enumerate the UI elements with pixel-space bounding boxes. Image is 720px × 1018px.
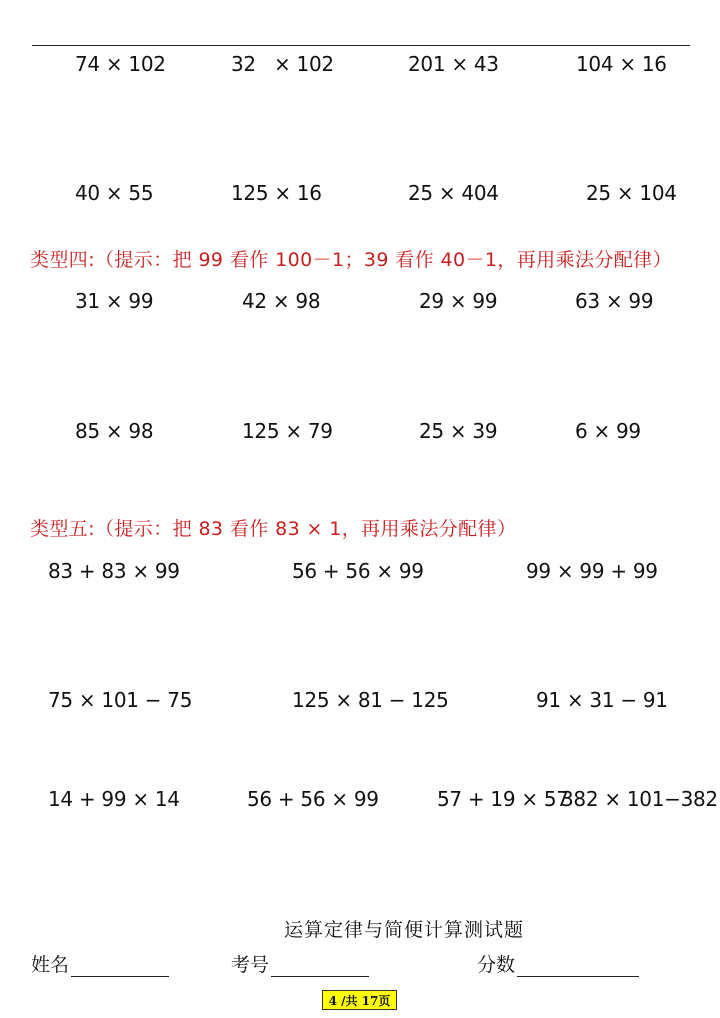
name-field (31, 950, 169, 977)
problem-5-3-4: 382 × 101−382 (561, 787, 718, 811)
id-field (231, 950, 369, 977)
problem-5-2-1: 75 × 101 − 75 (48, 688, 193, 712)
problem-a2-1: 40 × 55 (75, 181, 154, 205)
problem-4-2-2: 125 × 79 (242, 419, 333, 443)
problem-4-2-3: 25 × 39 (419, 419, 498, 443)
problem-5-2-2: 125 × 81 − 125 (292, 688, 449, 712)
problem-4-1-3: 29 × 99 (419, 289, 498, 313)
id-label: 考号 (231, 954, 270, 976)
score-blank[interactable] (517, 954, 639, 977)
name-blank[interactable] (71, 954, 169, 977)
problem-a1-3: 201 × 43 (408, 52, 499, 76)
problem-a1-1: 74 × 102 (75, 52, 166, 76)
top-divider (32, 45, 690, 46)
problem-5-3-3: 57 + 19 × 57 (437, 787, 569, 811)
problem-4-1-2: 42 × 98 (242, 289, 321, 313)
problem-5-1-1: 83 + 83 × 99 (48, 559, 180, 583)
test-title: 运算定律与简便计算测试题 (284, 919, 525, 941)
section-5-heading: 类型五:（提示：把 83 看作 83 × 1，再用乘法分配律） (30, 518, 517, 540)
problem-4-2-4: 6 × 99 (575, 419, 641, 443)
page-indicator: 4 /共 17页 (322, 990, 397, 1010)
problem-a2-3: 25 × 404 (408, 181, 499, 205)
problem-5-1-2: 56 + 56 × 99 (292, 559, 424, 583)
problem-5-3-2: 56 + 56 × 99 (247, 787, 379, 811)
problem-a1-2: 32 × 102 (231, 52, 334, 76)
problem-4-1-1: 31 × 99 (75, 289, 154, 313)
problem-a1-4: 104 × 16 (576, 52, 667, 76)
problem-5-3-1: 14 + 99 × 14 (48, 787, 180, 811)
problem-4-2-1: 85 × 98 (75, 419, 154, 443)
problem-4-1-4: 63 × 99 (575, 289, 654, 313)
name-label: 姓名 (31, 954, 70, 976)
score-label: 分数 (477, 954, 516, 976)
id-blank[interactable] (271, 954, 369, 977)
problem-5-1-3: 99 × 99 + 99 (526, 559, 658, 583)
section-4-heading: 类型四:（提示：把 99 看作 100－1；39 看作 40－1，再用乘法分配律） (30, 249, 672, 271)
problem-a2-4: 25 × 104 (586, 181, 677, 205)
score-field (477, 950, 639, 977)
problem-a2-2: 125 × 16 (231, 181, 322, 205)
student-info-row (0, 950, 720, 980)
problem-5-2-3: 91 × 31 − 91 (536, 688, 668, 712)
